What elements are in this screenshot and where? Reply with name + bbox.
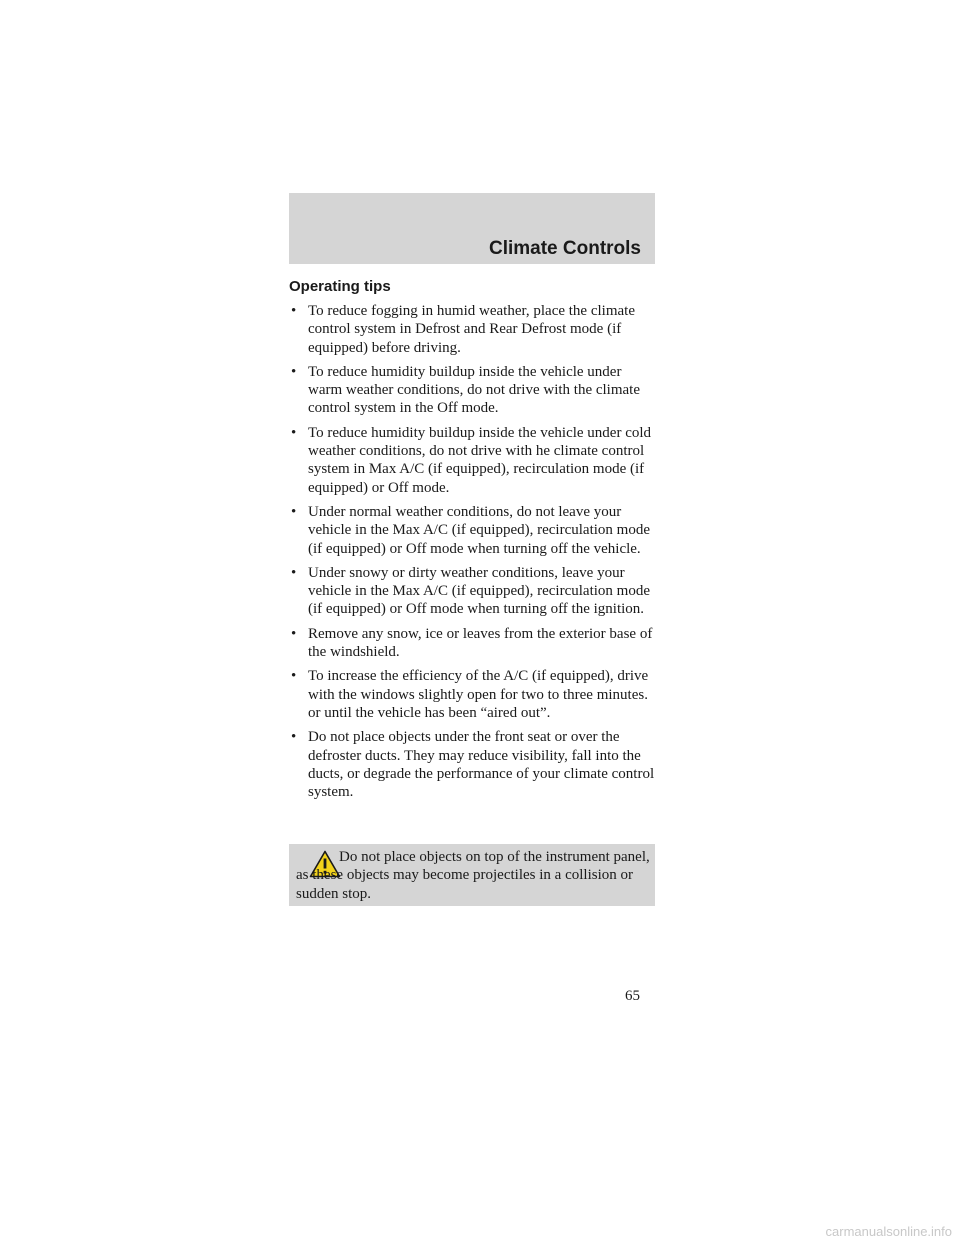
tip-text: To reduce humidity buildup inside the vehicle under cold weather conditions, do not drive with he climate control system in Max A/C (if equipped), recirculation mode (if equipped) or Off mode.: [308, 424, 652, 496]
tip-item: [289, 625, 657, 662]
operating-tips-heading: Operating tips: [289, 278, 391, 295]
tip-item: [289, 564, 657, 619]
section-title: Climate Controls: [488, 238, 641, 259]
section-header-bar: [289, 193, 655, 264]
tips-list: [289, 302, 657, 801]
tip-text: Do not place objects under the front seat or over the defroster ducts. They may reduce visibility, fall into the ducts, or degrade the performance of your climate control system.: [308, 729, 655, 801]
tip-item: [289, 363, 657, 418]
bullet-glyph: •: [291, 303, 297, 319]
tip-item: [289, 503, 657, 558]
bullet-glyph: •: [291, 729, 297, 746]
bullet-glyph: •: [291, 424, 297, 441]
watermark: carmanualsonline.info: [825, 1224, 952, 1239]
tip-text: Remove any snow, ice or leaves from the exterior base of the windshield.: [308, 625, 653, 661]
tip-text: To reduce humidity buildup inside the vehicle under warm weather conditions, do not drive with the climate control system in the Off mode.: [308, 363, 640, 417]
warning-text: Do not place objects on top of the instrument panel, as these objects may become projectiles in a collision or sudden stop.: [296, 849, 650, 902]
tip-text: To increase the efficiency of the A/C (if equipped), drive with the windows slightly open for two to three minutes. or until the vehicle has been “aired out”.: [308, 668, 649, 721]
tip-item: [289, 302, 657, 357]
tip-text: Under normal weather conditions, do not leave your vehicle in the Max A/C (if equipped), recirculation mode (if equipped) or Off mode when turning off the vehicle.: [308, 503, 650, 557]
bullet-glyph: •: [291, 503, 297, 520]
tip-item: [289, 667, 657, 722]
tip-item: [289, 424, 657, 497]
tip-item: [289, 728, 657, 801]
tip-text: Under snowy or dirty weather conditions, leave your vehicle in the Max A/C (if equipped), recirculation mode (if equipped) or Off mode when turning off the ignition.: [308, 564, 650, 618]
bullet-glyph: •: [291, 363, 297, 380]
bullet-glyph: •: [291, 668, 297, 685]
warning-box: [289, 844, 655, 906]
bullet-glyph: •: [291, 564, 297, 581]
page-content: [289, 277, 657, 807]
page-number: 65: [625, 988, 640, 1004]
bullet-glyph: •: [291, 625, 297, 642]
tip-text: To reduce fogging in humid weather, place the climate control system in Defrost and Rear Defrost mode (if equipped) before driving.: [308, 303, 635, 356]
